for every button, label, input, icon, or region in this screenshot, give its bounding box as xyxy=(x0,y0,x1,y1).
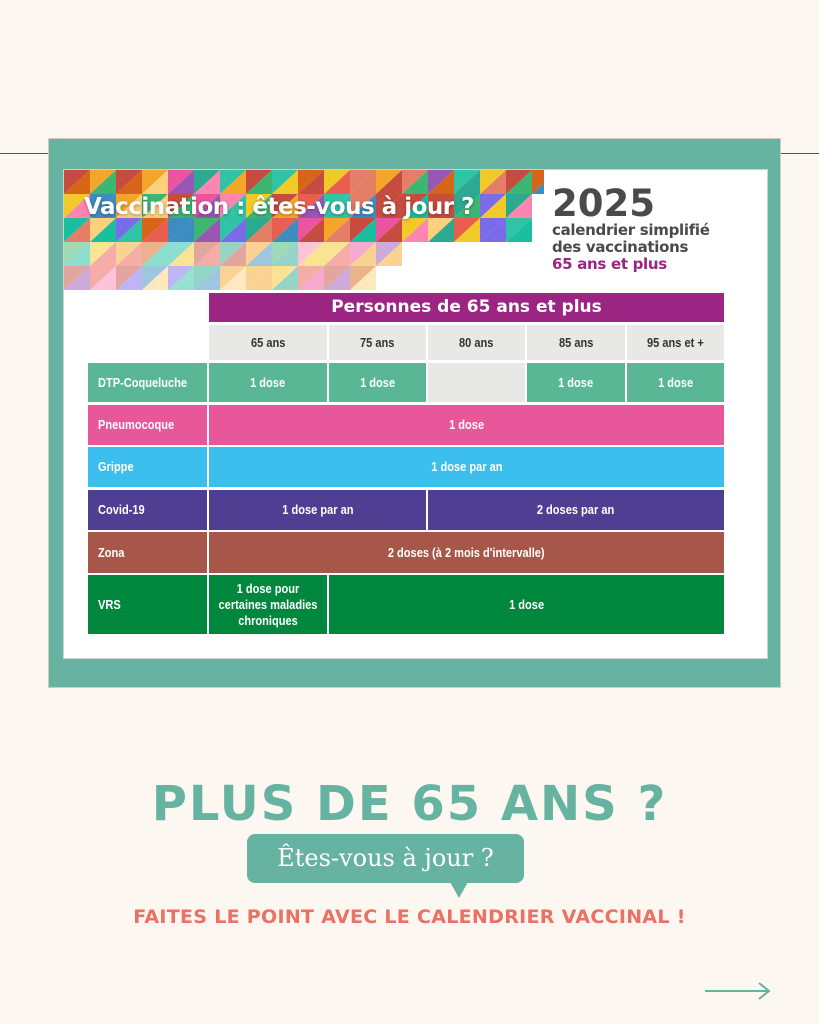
headline: PLUS DE 65 ANS ? xyxy=(151,776,668,832)
age-header-1-text: 65 ans xyxy=(250,334,286,350)
age-header-4 xyxy=(527,325,625,360)
table-cell-0-4 xyxy=(627,363,724,402)
table-cell-2-0-text: 1 dose par an xyxy=(430,459,503,474)
age-header-3-text: 80 ans xyxy=(459,334,494,350)
table-cell-4-0-text: 2 doses (à 2 mois d'intervalle) xyxy=(388,544,545,560)
row-label-0 xyxy=(88,363,207,402)
age-header-5-text: 95 ans et + xyxy=(647,334,704,350)
table-cell-1-0-text: 1 dose xyxy=(448,417,485,432)
table-cell-0-1-text: 1 dose xyxy=(359,374,396,390)
calendar-year: 2025 xyxy=(552,182,655,225)
row-label-1 xyxy=(88,405,207,445)
row-label-4-text: Zona xyxy=(98,544,125,560)
table-cell-2-0 xyxy=(209,447,724,487)
table-cell-3-1 xyxy=(428,490,724,530)
age-header-2 xyxy=(329,325,426,360)
row-label-5 xyxy=(88,575,207,634)
age-header-1 xyxy=(209,325,327,360)
mosaic-banner xyxy=(64,170,544,290)
table-cell-5-1 xyxy=(329,575,724,634)
subtitle-line-3: 65 ans et plus xyxy=(552,255,667,273)
age-header-4-text: 85 ans xyxy=(558,334,594,350)
subtitle-line-1: calendrier simplifié xyxy=(552,221,710,239)
row-label-3-text: Covid-19 xyxy=(98,502,145,517)
table-cell-0-0 xyxy=(209,363,327,402)
row-label-1-text: Pneumocoque xyxy=(98,417,175,432)
row-label-2 xyxy=(88,447,207,487)
table-cell-0-3-text: 1 dose xyxy=(558,374,594,390)
row-label-5-text: VRS xyxy=(98,596,121,612)
table-cell-3-0-text: 1 dose par an xyxy=(281,502,354,517)
row-label-2-text: Grippe xyxy=(98,459,134,474)
arrow-right-icon[interactable] xyxy=(703,980,773,1002)
divider-left xyxy=(0,153,48,154)
speech-bubble: Êtes-vous à jour ? xyxy=(247,834,524,883)
row-label-3 xyxy=(88,490,207,530)
age-header-5 xyxy=(627,325,724,360)
age-header-2-text: 75 ans xyxy=(360,334,395,350)
call-to-action: FAITES LE POINT AVEC LE CALENDRIER VACCINAL ! xyxy=(133,906,686,928)
banner-title: Vaccination : êtes-vous à jour ? xyxy=(84,194,474,220)
row-label-0-text: DTP-Coqueluche xyxy=(98,374,188,390)
calendar-card xyxy=(63,169,768,659)
table-cell-5-1-text: 1 dose xyxy=(508,596,545,612)
table-cell-0-2 xyxy=(428,363,525,402)
table-cell-0-3 xyxy=(527,363,625,402)
table-header: Personnes de 65 ans et plus xyxy=(209,293,724,322)
divider-right xyxy=(781,153,819,154)
table-cell-4-0 xyxy=(209,532,724,573)
age-header-3 xyxy=(428,325,525,360)
row-label-4 xyxy=(88,532,207,573)
table-cell-1-0 xyxy=(209,405,724,445)
table-cell-3-0 xyxy=(209,490,426,530)
table-cell-5-0-text: 1 dose pour certaines maladies chroniques xyxy=(218,580,318,628)
table-cell-5-0 xyxy=(209,575,327,634)
table-cell-0-0-text: 1 dose xyxy=(250,374,286,390)
subtitle-line-2: des vaccinations xyxy=(552,238,689,256)
speech-bubble-tail xyxy=(450,882,468,898)
calendar-frame xyxy=(48,138,781,688)
table-cell-3-1-text: 2 doses par an xyxy=(537,502,615,517)
table-cell-0-1 xyxy=(329,363,426,402)
table-cell-0-4-text: 1 dose xyxy=(657,374,694,390)
